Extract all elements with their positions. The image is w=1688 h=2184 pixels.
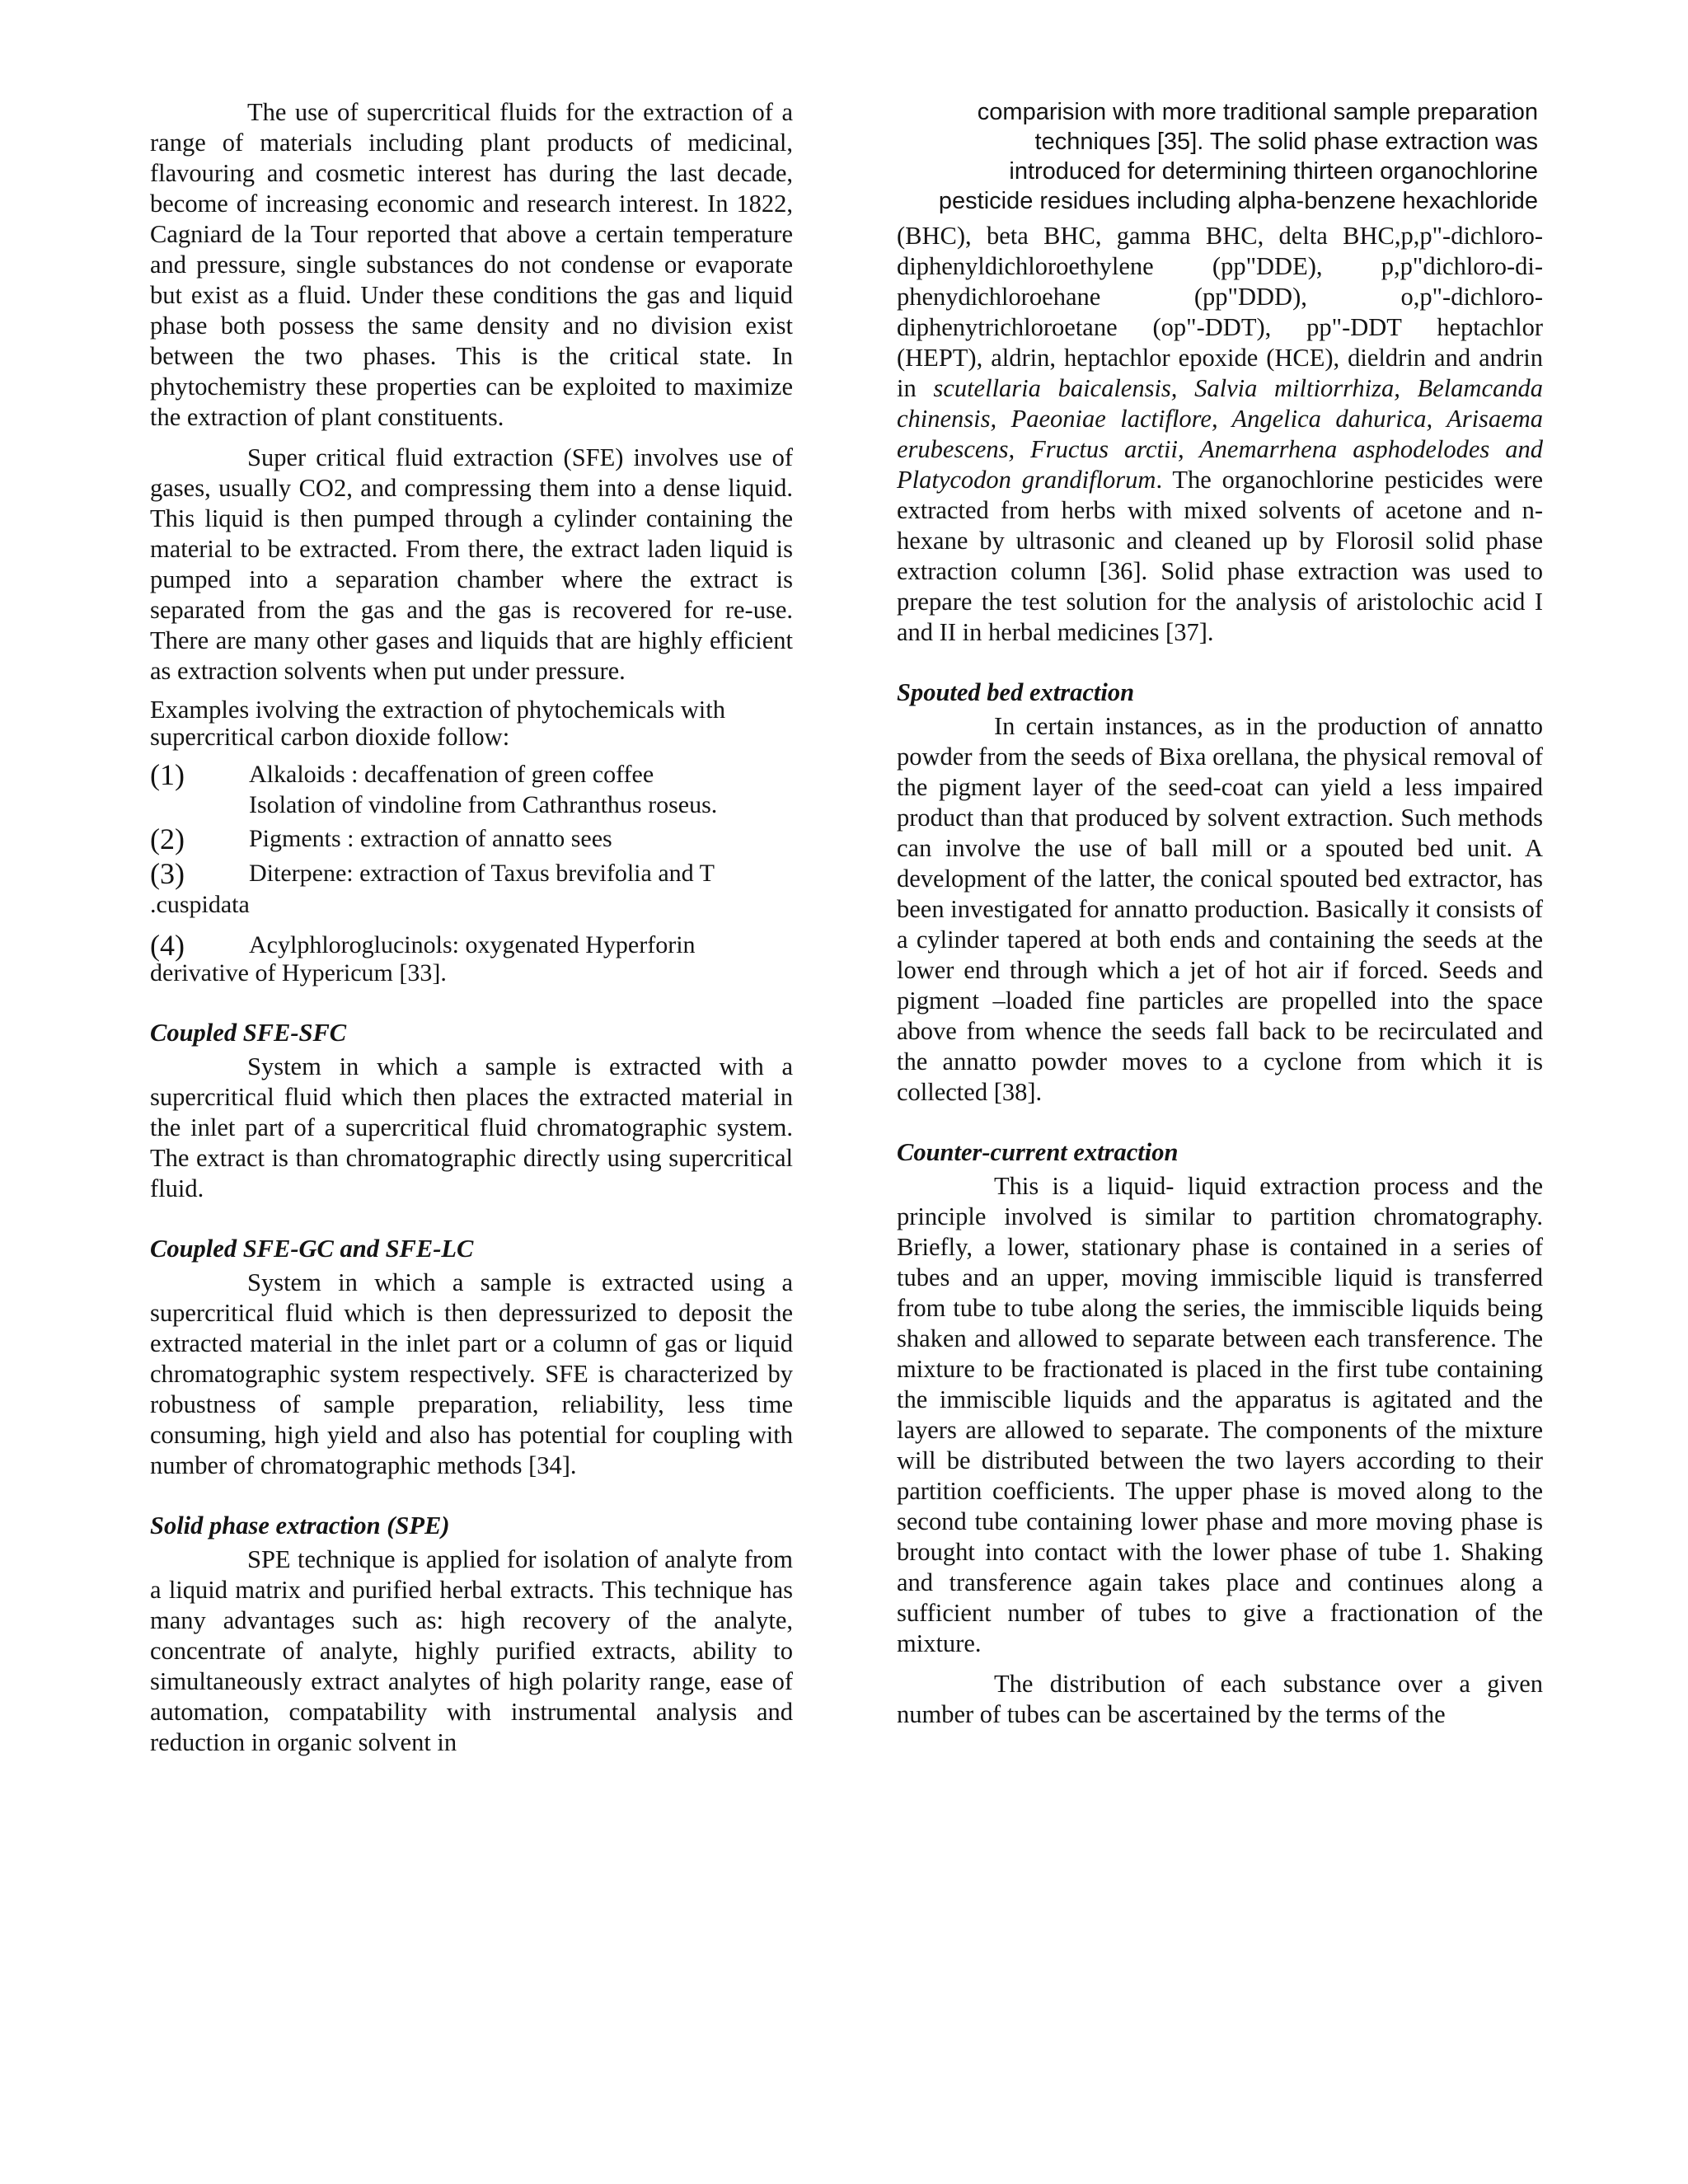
list-item [150, 930, 793, 961]
spouted-paragraph: In certain instances, as in the production of annatto powder from the seeds of Bixa orellana, the physical removal of the pigment layer of the seed-coat can yield a less impaired product than that produced by solvent extraction. Such methods can involve the use of ball mill or a spouted bed unit. A development of the latter, the conical spouted bed extractor, has been investigated for annatto production. Basically it consists of a cylinder tapered at both ends and containing the seeds at the lower end through which a jet of hot air if forced. Seeds and pigment –loaded fine particles are propelled into the space above from whence the seeds fall back to be recirculated and the annatto powder moves to a cyclone from which it is collected [38]. [897, 712, 1543, 1106]
species-list: scutellaria baicalensis, Salvia miltiorrhiza, Belamcanda chinensis, Paeoniae lactiflore, Angelica dahurica, Arisaema erubescens, Fructus arctii, Anemarrhena asphodelodes and Platycodon grandiflorum [897, 374, 1543, 494]
spe-continued-lines [897, 97, 1543, 216]
list-item-number: (1) [150, 758, 185, 791]
text-line: comparision with more traditional sample preparation [977, 99, 1538, 125]
list-item-text: Acylphloroglucinols: oxygenated Hyperforin [249, 931, 696, 958]
list-item-text: derivative of Hypericum [33]. [150, 959, 447, 987]
examples-list [150, 759, 793, 988]
examples-intro: Examples ivolving the extraction of phytochemicals with supercritical carbon dioxide follow: [150, 696, 725, 751]
list-item-text: Alkaloids : decaffenation of green coffee [249, 761, 654, 788]
list-item-number: (2) [150, 823, 185, 855]
sfe-gc-lc-paragraph: System in which a sample is extracted using a supercritical fluid which is then depressurized to deposit the extracted material in the inlet part or a column of gas or liquid chromatographic system respectively. SFE is characterized by robustness of sample preparation, reliability, less time consuming, high yield and also has potential for coupling with number of chromatographic methods [34]. [150, 1268, 793, 1479]
list-item-text: Pigments : extraction of annatto sees [249, 825, 612, 852]
counter-paragraph: This is a liquid- liquid extraction process and the principle involved is similar to partition chromatography. Briefly, a lower, stationary phase is contained in a series of tubes and an upper, moving immiscible liquid is transferred from tube to tube along the series, the immiscible liquids being shaken and allowed to separate between each transference. The mixture to be fractionated is placed in the first tube containing the immiscible liquids and the apparatus is agitated and the layers are allowed to separate. The components of the mixture will be distributed between the two layers according to their partition coefficients. The upper phase is moved along to the second tube containing lower phase and more moving phase is brought into contact with the lower phase of tube 1. Shaking and transference again takes place and continues along a sufficient number of tubes to give a fractionation of the mixture. [897, 1172, 1543, 1657]
spe-continued-paragraph [897, 221, 1543, 648]
text-line: techniques [35]. The solid phase extraction was [1034, 129, 1538, 155]
section-heading: Counter-current extraction [897, 1138, 1179, 1166]
sfe-paragraph: Super critical fluid extraction (SFE) involves use of gases, usually CO2, and compressing them into a dense liquid. This liquid is then pumped through a cylinder containing the material to be extracted. From there, the extract laden liquid is pumped into a separation chamber where the extract is separated from the gas and the gas is recovered for re-use. There are many other gases and liquids that are highly efficient as extraction solvents when put under pressure. [150, 443, 793, 685]
spe-continued-text: (BHC), beta BHC, gamma BHC, delta BHC,p,p"-dichloro-diphenyldichloroethylene (pp"DDE), p,p"dichloro-di-phenydichloroehane (pp"DDD), o,p"-dichloro-diphenytrichloroetane (op"-DDT), pp"-DDT heptachlor (HEPT), aldrin, heptachlor epoxide (HCE), dieldrin and andrin in [897, 222, 1543, 402]
right-column [897, 97, 1543, 1730]
list-item [150, 858, 793, 889]
spe-continued-text: . The organochlorine pesticides were extracted from herbs with mixed solvents of acetone and n-hexane by ultrasonic and cleaned up by Florosil solid phase extraction column [36]. Solid phase extraction was used to prepare the test solution for the analysis of aristolochic acid I and II in herbal medicines [37]. [897, 466, 1543, 646]
list-item-text: .cuspidata [150, 891, 250, 918]
left-column [150, 97, 793, 1758]
list-item [150, 823, 793, 855]
text-line: pesticide residues including alpha-benzene hexachloride [938, 188, 1538, 214]
list-item-number: (4) [150, 929, 185, 962]
list-item [150, 759, 793, 820]
list-item-number: (3) [150, 857, 185, 890]
text-line: introduced for determining thirteen organochlorine [1009, 158, 1538, 185]
sfe-sfc-paragraph: System in which a sample is extracted with a supercritical fluid which then places the extracted material in the inlet part of a supercritical fluid chromatographic system. The extract is than chromatographic directly using supercritical fluid. [150, 1052, 793, 1202]
intro-paragraph: The use of supercritical fluids for the extraction of a range of materials including plant products of medicinal, flavouring and cosmetic interest has during the last decade, become of increasing economic and research interest. In 1822, Cagniard de la Tour reported that above a certain temperature and pressure, single substances do not condense or evaporate but exist as a fluid. Under these conditions the gas and liquid phase both possess the same density and no division exist between the two phases. This is the critical state. In phytochemistry these properties can be exploited to maximize the extraction of plant constituents. [150, 98, 793, 431]
section-heading: Coupled SFE-GC and SFE-LC [150, 1235, 474, 1263]
distribution-paragraph: The distribution of each substance over a given number of tubes can be ascertained by the terms of the [897, 1670, 1543, 1728]
list-item-text: Isolation of vindoline from Cathranthus roseus. [249, 791, 718, 818]
section-heading: Coupled SFE-SFC [150, 1019, 347, 1047]
section-heading: Solid phase extraction (SPE) [150, 1511, 450, 1540]
section-heading: Spouted bed extraction [897, 678, 1135, 706]
list-item-text: Diterpene: extraction of Taxus brevifolia and T [249, 860, 715, 887]
spe-paragraph: SPE technique is applied for isolation of analyte from a liquid matrix and purified herbal extracts. This technique has many advantages such as: high recovery of the analyte, concentrate of analyte, highly purified extracts, ability to simultaneously extract analytes of high polarity range, ease of automation, compatability with instrumental analysis and reduction in organic solvent in [150, 1545, 793, 1756]
